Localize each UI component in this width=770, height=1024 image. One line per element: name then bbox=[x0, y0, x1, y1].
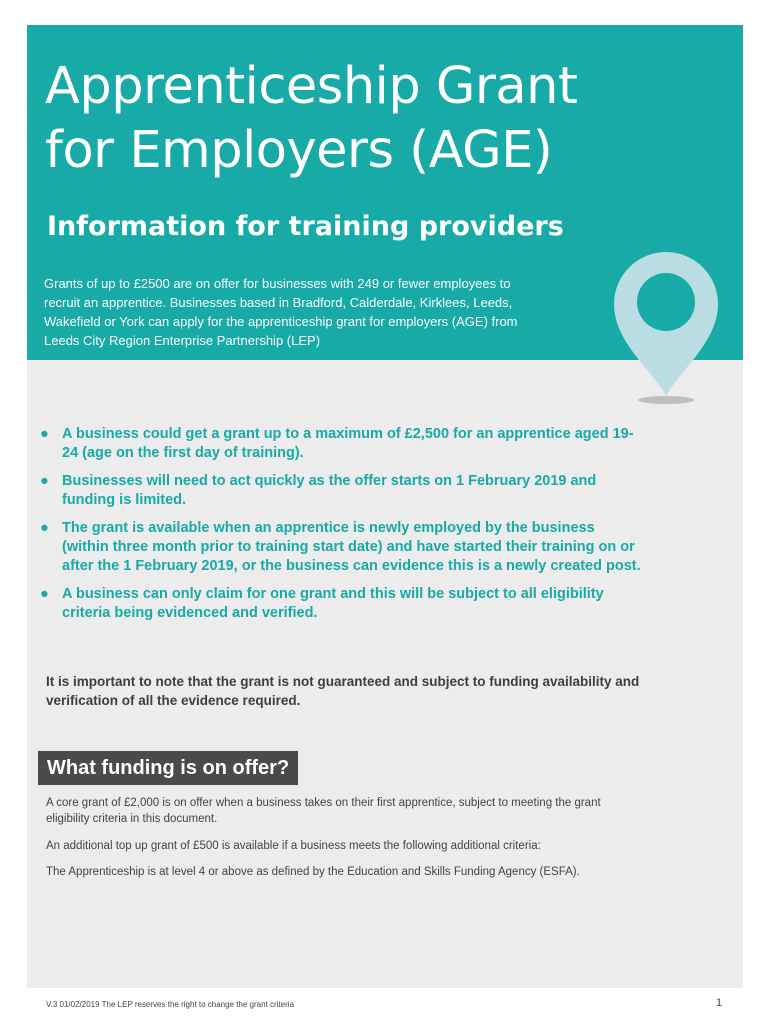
list-item: ● A business could get a grant up to a maximum of £2,500 for an apprentice aged 19- 24 (age on the first day of training). bbox=[40, 426, 634, 461]
map-pin-icon bbox=[610, 250, 722, 410]
key-points-list bbox=[38, 425, 728, 632]
core-grant-paragraph: A core grant of £2,000 is on offer when a business takes on their first apprentice, subject to meeting the grant eligibility criteria in this document. bbox=[46, 797, 601, 825]
list-item: ● Businesses will need to act quickly as the offer starts on 1 February 2019 and funding is limited. bbox=[40, 473, 597, 508]
top-up-grant-paragraph: An additional top up grant of £500 is available if a business meets the following additional criteria: bbox=[46, 840, 541, 852]
level-criteria-paragraph: The Apprenticeship is at level 4 or above as defined by the Education and Skills Funding Agency (ESFA). bbox=[46, 866, 580, 878]
footer-version: V.3 01/02/2019 The LEP reserves the right to change the grant criteria bbox=[46, 1000, 295, 1009]
title-line-1: Apprenticeship Grant bbox=[45, 57, 578, 116]
page-number: 1 bbox=[716, 997, 723, 1009]
page-subtitle: Information for training providers bbox=[47, 211, 564, 242]
bullet-icon: ● bbox=[40, 520, 49, 536]
important-note: It is important to note that the grant is not guaranteed and subject to funding availability and verification of all the evidence required. bbox=[46, 674, 640, 708]
list-item: ● A business can only claim for one grant and this will be subject to all eligibility criteria being evidenced and verified. bbox=[40, 586, 604, 621]
funding-section-heading: What funding is on offer? bbox=[38, 751, 298, 785]
list-item: ● The grant is available when an apprentice is newly employed by the business (within three month prior to training start date) and have started their training on or after the 1 February 2019, or the business can evidence this is a newly created post. bbox=[40, 520, 641, 574]
page-title bbox=[45, 55, 577, 183]
bullet-icon: ● bbox=[40, 473, 49, 489]
bullet-icon: ● bbox=[40, 586, 49, 602]
intro-text: Grants of up to £2500 are on offer for businesses with 249 or fewer employees to recruit an apprentice. Businesses based in Bradford, Calderdale, Kirklees, Leeds, Wakefield or York can apply for the apprenticeship grant for employers (AGE) from Leeds City Region Enterprise Partnership (LEP) bbox=[44, 276, 518, 348]
title-line-2: for Employers (AGE) bbox=[45, 121, 553, 180]
bullet-icon: ● bbox=[40, 426, 49, 442]
